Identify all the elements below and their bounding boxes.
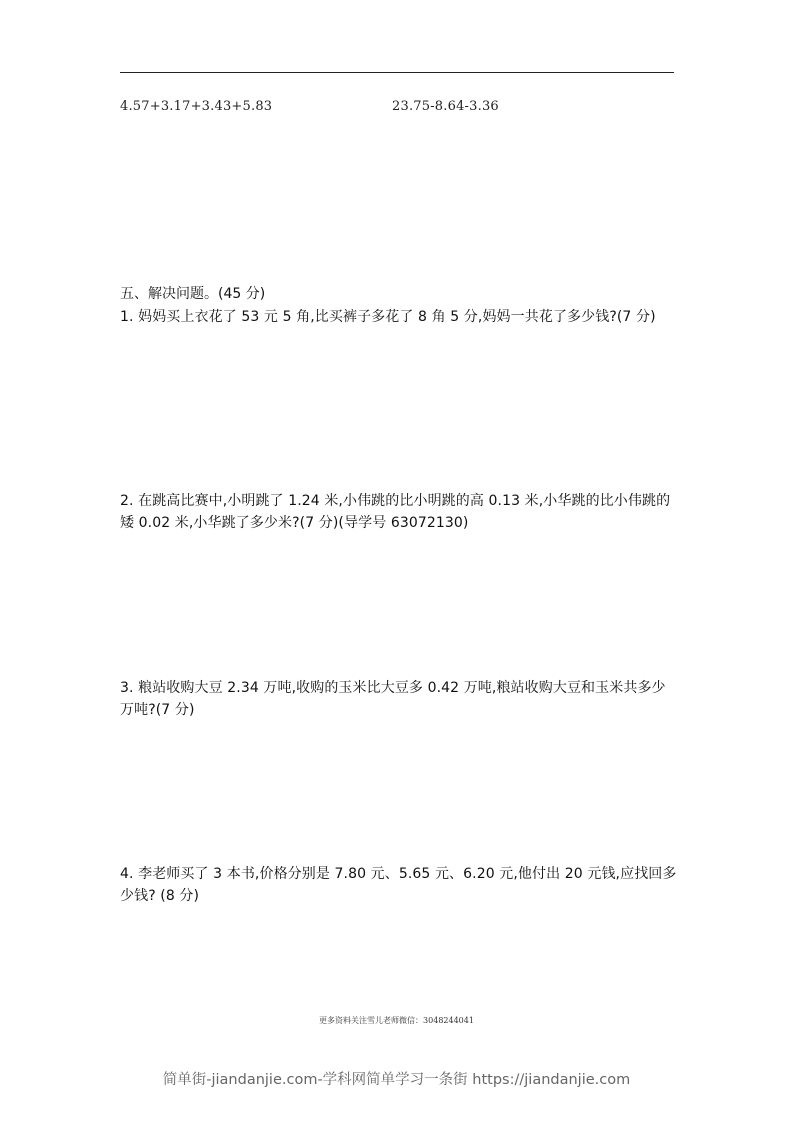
top-rule <box>120 72 674 73</box>
calculation-expression-2: 23.75-8.64-3.36 <box>392 99 499 114</box>
calculation-expression-1: 4.57+3.17+3.43+5.83 <box>120 99 273 114</box>
watermark-text: 简单街-jiandanjie.com-学科网简单学习一条街 https://jiandanjie.com <box>162 1072 631 1088</box>
problem-4-text: 4. 李老师买了 3 本书,价格分别是 7.80 元、5.65 元、6.20 元,他付出 20 元钱,应找回多少钱? (8 分) <box>120 866 677 904</box>
problem-1-text: 1. 妈妈买上衣花了 53 元 5 角,比买裤子多花了 8 角 5 分,妈妈一共花了多少钱?(7 分) <box>120 309 656 325</box>
problem-3-text: 3. 粮站收购大豆 2.34 万吨,收购的玉米比大豆多 0.42 万吨,粮站收购大豆和玉米共多少万吨?(7 分) <box>120 680 666 718</box>
section-heading: 五、解决问题。(45 分) <box>120 286 266 302</box>
problem-2-text: 2. 在跳高比赛中,小明跳了 1.24 米,小伟跳的比小明跳的高 0.13 米,小华跳的比小伟跳的矮 0.02 米,小华跳了多少米?(7 分)(导学号 63072130) <box>120 493 671 531</box>
footer-note: 更多资料关注雪儿老师微信：3048244041 <box>319 1016 474 1025</box>
